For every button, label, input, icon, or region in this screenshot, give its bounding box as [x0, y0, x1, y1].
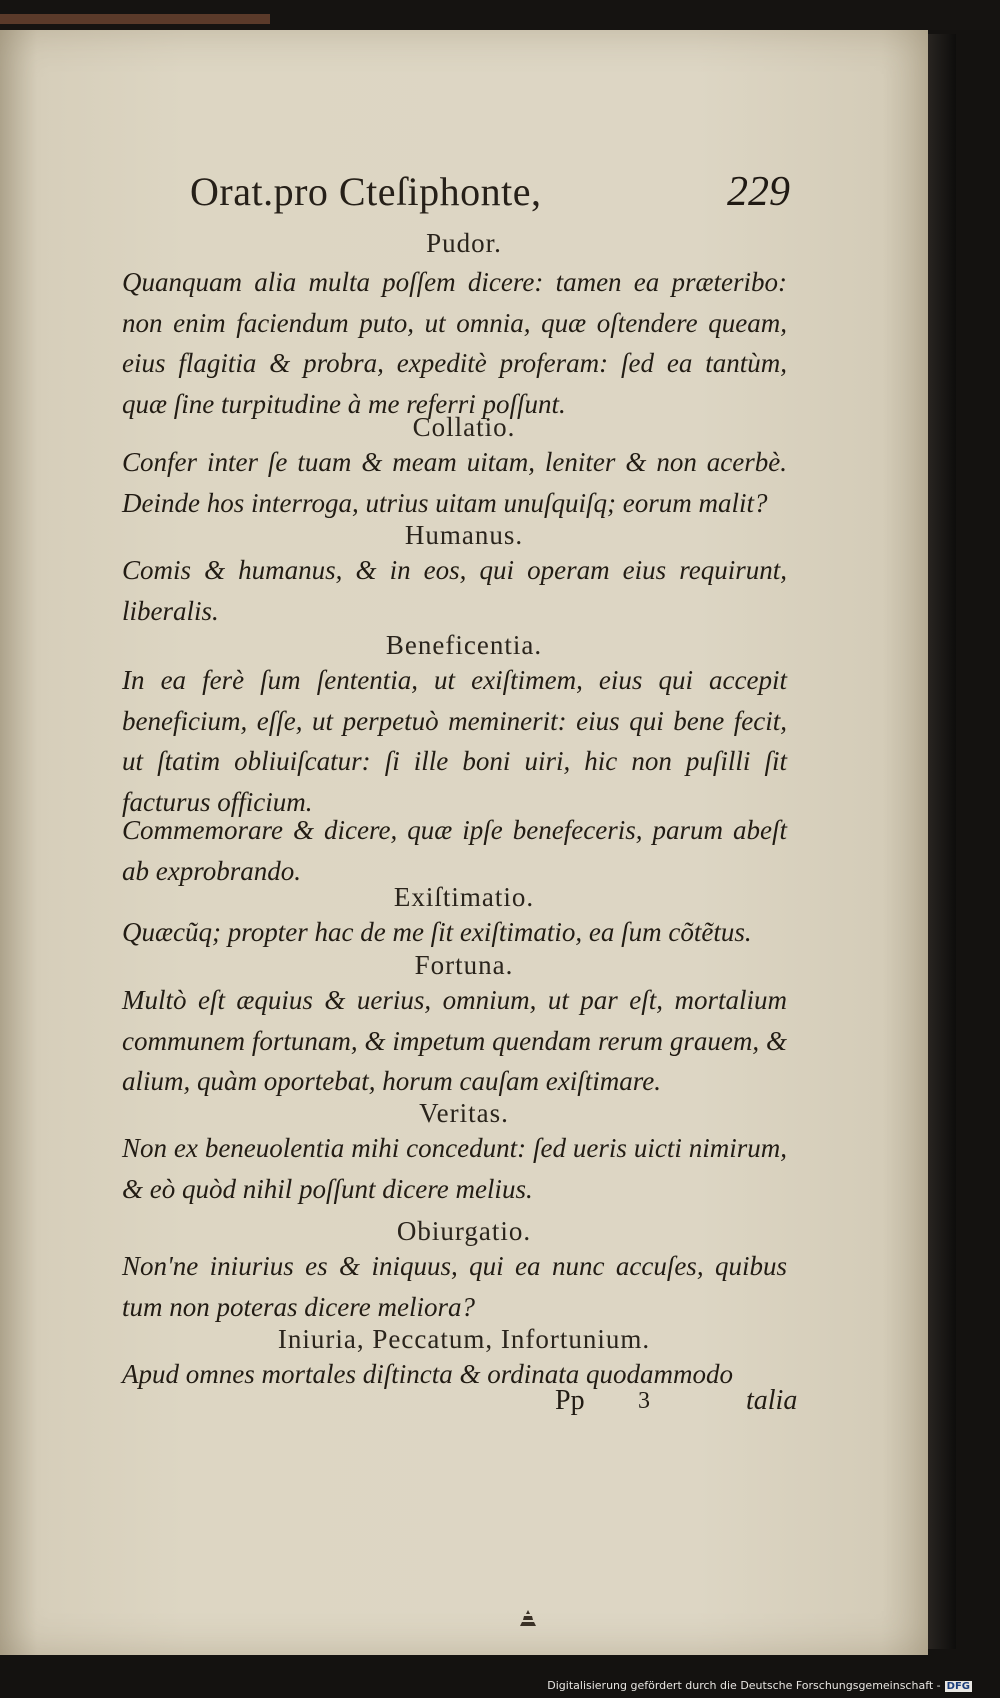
printer-ornament-icon: [517, 1608, 539, 1630]
section-text: Quæcũq; propter hac de me ſit exiſtimatio, ea ſum cõtẽtus.: [122, 917, 752, 947]
section-text: Apud omnes mortales diſtincta & ordinata quodammodo: [122, 1359, 733, 1389]
catchword: talia: [746, 1385, 798, 1416]
section-heading: Beneficentia.: [385, 630, 543, 660]
scan-right-border: [926, 34, 956, 1649]
scan-top-border: [0, 0, 1000, 30]
section-heading: Humanus.: [404, 520, 524, 550]
section-heading: Exiſtimatio.: [393, 882, 535, 912]
section-heading: Fortuna.: [414, 950, 514, 980]
section-heading: Iniuria, Peccatum, Infortunium.: [277, 1324, 651, 1354]
dfg-logo: DFG: [946, 1681, 970, 1692]
section-heading: Obiurgatio.: [396, 1216, 532, 1246]
section-text: Multò eſt æquius & uerius, omnium, ut par eſt, mortalium communem fortunam, & impetum quendam rerum grauem, & alium, quàm oportebat, horum cauſam exiſtimare.: [122, 985, 787, 1096]
section-heading: Veritas.: [419, 1098, 509, 1128]
section-text: Comis & humanus, & in eos, qui operam eius requirunt, liberalis.: [122, 555, 787, 626]
footer-text: Digitalisierung gefördert durch die Deutsche Forschungsgemeinschaft -: [547, 1679, 941, 1692]
section-text: Non ex beneuolentia mihi concedunt: ſed ueris uicti nimirum, & eò quòd nihil poſſunt dicere melius.: [122, 1133, 787, 1204]
book-page: [0, 30, 928, 1655]
page-number: 229: [727, 169, 790, 215]
section-text: Non'ne iniurius es & iniquus, qui ea nunc accuſes, quibus tum non poteras dicere meliora?: [122, 1251, 787, 1322]
section-text: Quanquam alia multa poſſem dicere: tamen ea præteribo: non enim faciendum puto, ut omnia, quæ oſtendere queam, eius flagitia & probra, expeditè proferam: ſed ea tantùm, quæ ſine turpitudine à me referri poſſunt.: [122, 267, 787, 419]
running-head: [190, 168, 790, 230]
section-text: Commemorare & dicere, quæ ipſe benefeceris, parum abeſt ab exprobrando.: [122, 815, 787, 886]
signature-number: 3: [638, 1388, 650, 1414]
binding-scrap: [0, 14, 270, 24]
section-text: In ea ferè ſum ſententia, ut exiſtimem, eius qui accepit beneficium, eſſe, ut perpetuò meminerit: eius qui bene fecit, ut ſtatim obliuiſcatur: ſi ille boni uiri, hic non puſilli ſit facturus officium.: [122, 665, 787, 817]
running-title: Orat.pro Cteſiphonte,: [190, 169, 542, 214]
digitization-footer: [547, 1679, 972, 1692]
section-heading: Pudor.: [426, 228, 502, 258]
section-text: Confer inter ſe tuam & meam uitam, leniter & non acerbè. Deinde hos interroga, utrius uitam unuſquiſq; eorum malit?: [122, 447, 787, 518]
signature-mark: Pp: [555, 1385, 585, 1416]
section-heading: Collatio.: [412, 412, 516, 442]
